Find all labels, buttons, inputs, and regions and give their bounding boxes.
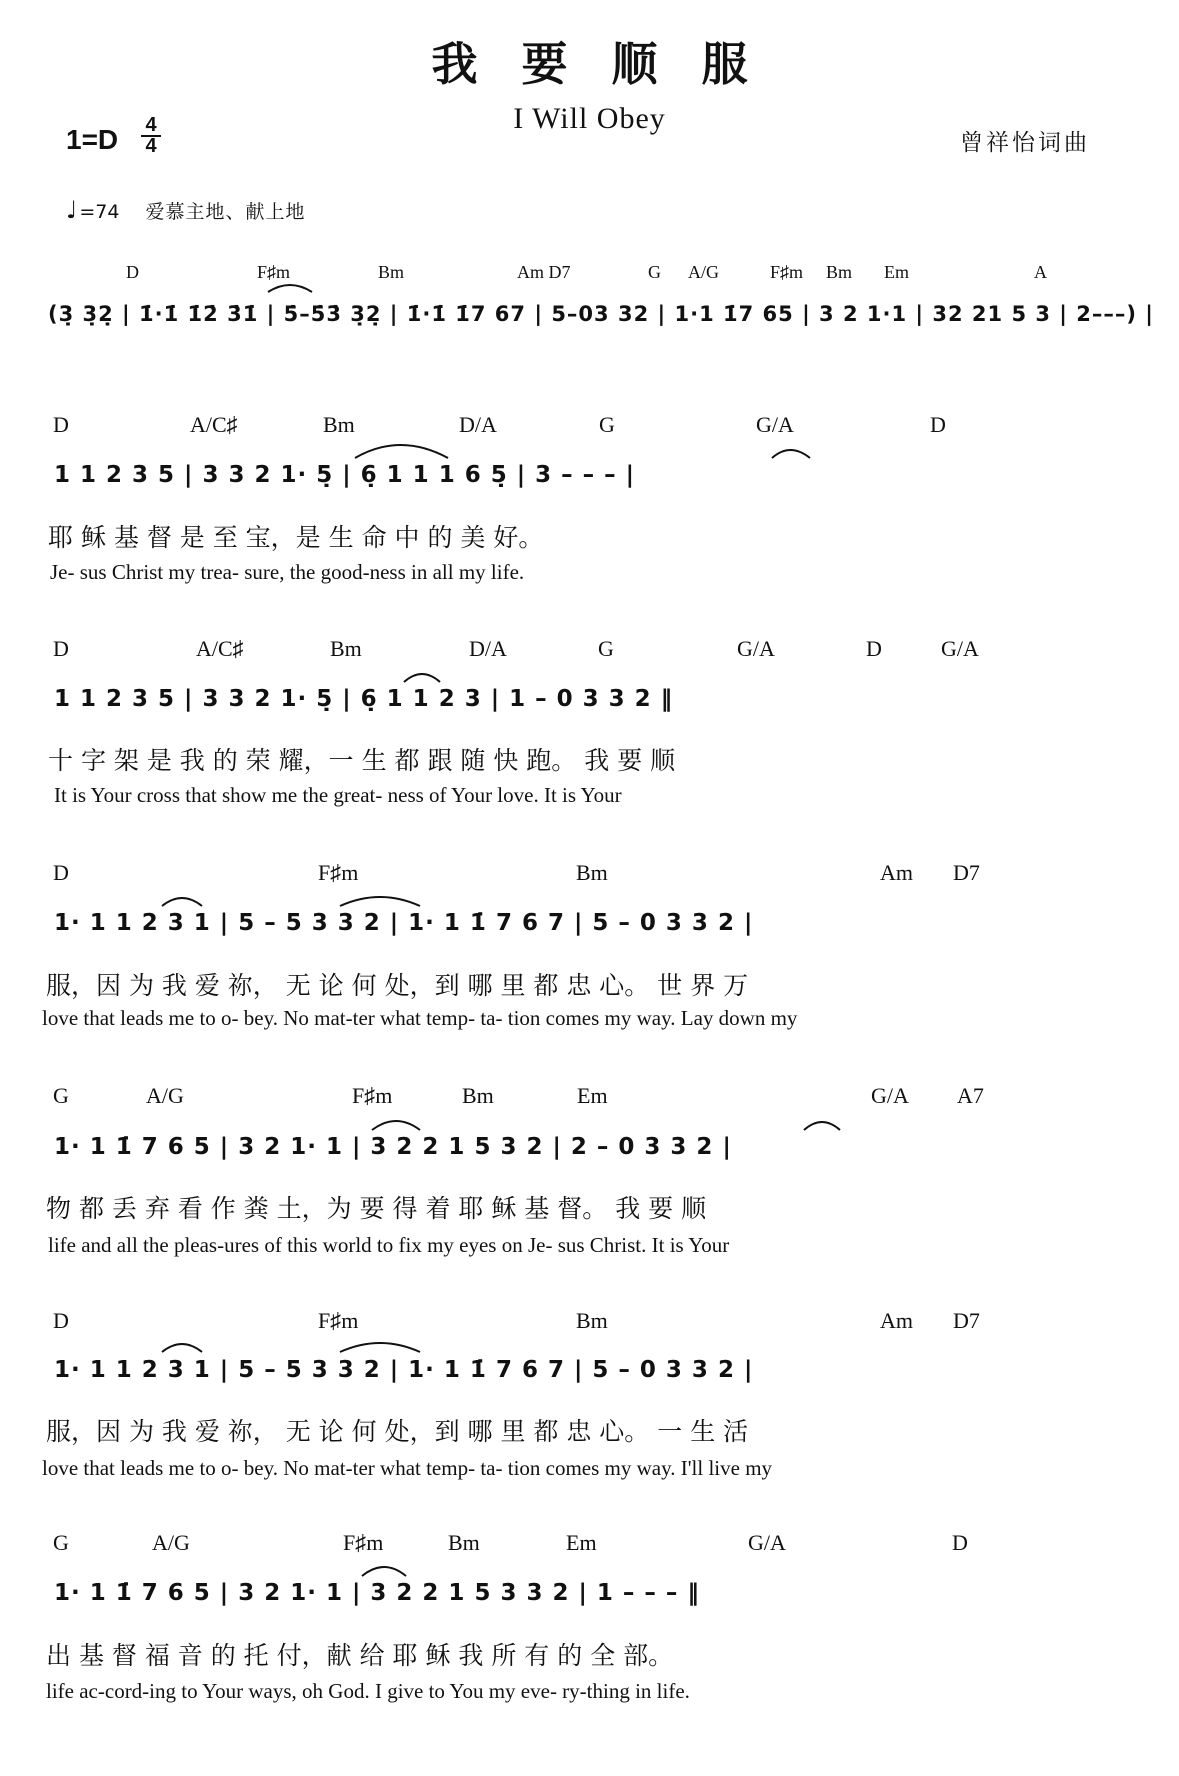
slur: [362, 1567, 406, 1576]
notation-line: 1· 1 1̇ 7 6 5 | 3 2 1· 1 | 3 2 2 1 5 3 2 | 2 – 0 3 3 2 |: [54, 1134, 732, 1160]
chord-label: F♯m: [352, 1083, 393, 1108]
chord-label: D: [53, 636, 69, 661]
time-signature-top: 4: [145, 114, 157, 136]
chord-label: D: [53, 860, 69, 885]
intro-chord: G: [648, 262, 661, 282]
intro-chord: A: [1034, 262, 1047, 282]
chord-label: Em: [566, 1530, 597, 1555]
intro-chord: A/G: [688, 262, 719, 282]
lyrics-chinese: 十 字 架 是 我 的 荣 耀，一 生 都 跟 随 快 跑。 我 要 顺: [48, 746, 676, 775]
intro-chord: F♯m: [770, 262, 804, 282]
lyrics-english: love that leads me to o- bey. No mat-ter what temp- ta- tion comes my way. I'll live my: [42, 1456, 773, 1480]
chord-label: A/C♯: [196, 636, 244, 661]
notation-line: 1 1 2 3 5 | 3 3 2 1· 5̣ | 6̣ 1 1 1 6 5̣ | 3 – – – |: [54, 462, 636, 488]
chord-label: G: [598, 636, 614, 661]
notation-line: 1 1 2 3 5 | 3 3 2 1· 5̣ | 6̣ 1 1 2 3 | 1 – 0 3 3 2 ‖: [54, 686, 674, 712]
chord-label: Bm: [330, 636, 362, 661]
intro-notation: (3̣ 3̣2̣ | 1̇·1̇ 1̇2̇ 3̇1̇ | 5̇–5̇3̇ 3̣2̣ | 1̇·1̇ 1̇7 67 | 5–03 32 | 1·1 1̇7 65 | 3 2 1·1 | 32 21 5 3 | 2–––) |: [48, 302, 1154, 326]
lyrics-english: life and all the pleas-ures of this world to fix my eyes on Je- sus Christ. It is Your: [48, 1233, 730, 1257]
chord-label: D/A: [459, 412, 497, 437]
slur: [268, 285, 312, 292]
intro-chord: D: [126, 262, 139, 282]
intro-chord: F♯m: [257, 262, 291, 282]
chord-label: G/A: [756, 412, 794, 437]
notation-line: 1· 1 1 2 3 1 | 5 – 5 3 3 2 | 1· 1 1̇ 7 6 7 | 5 – 0 3 3 2 |: [54, 1357, 754, 1383]
chord-label: A/G: [146, 1083, 184, 1108]
chord-label: D7: [953, 860, 980, 885]
chord-label: G/A: [748, 1530, 786, 1555]
intro-chord: Bm: [826, 262, 853, 282]
intro-chord: Bm: [378, 262, 405, 282]
slur: [404, 674, 440, 682]
chord-label: G: [599, 412, 615, 437]
lyrics-chinese: 物 都 丢 弃 看 作 粪 土，为 要 得 着 耶 稣 基 督。 我 要 顺: [46, 1194, 707, 1223]
chord-label: F♯m: [318, 1308, 359, 1333]
composer-credit: 曾祥怡词曲: [960, 130, 1090, 156]
chord-label: D7: [953, 1308, 980, 1333]
slur: [772, 450, 810, 458]
lyrics-english: life ac-cord-ing to Your ways, oh God. I give to You my eve- ry-thing in life.: [46, 1679, 690, 1703]
chord-label: Am: [880, 1308, 913, 1333]
chord-label: G: [53, 1083, 69, 1108]
chord-label: Bm: [462, 1083, 494, 1108]
chord-label: A/G: [152, 1530, 190, 1555]
chord-label: A/C♯: [190, 412, 238, 437]
chord-label: Bm: [576, 1308, 608, 1333]
intro-chord: Am D7: [517, 262, 571, 282]
notation-line: 1· 1 1̇ 7 6 5 | 3 2 1· 1 | 3 2 2 1 5 3 3 2 | 1 – – – ‖: [54, 1580, 700, 1606]
lyrics-english: It is Your cross that show me the great- ness of Your love. It is Your: [54, 783, 622, 807]
chord-label: Em: [577, 1083, 608, 1108]
slur: [340, 897, 420, 906]
chord-label: D: [53, 1308, 69, 1333]
intro-chord: Em: [884, 262, 909, 282]
chord-label: D: [952, 1530, 968, 1555]
time-signature-bottom: 4: [145, 135, 157, 157]
chord-label: D: [930, 412, 946, 437]
slur: [340, 1343, 420, 1352]
chord-label: Bm: [323, 412, 355, 437]
song-subtitle: I Will Obey: [513, 102, 666, 135]
lyrics-chinese: 耶 稣 基 督 是 至 宝，是 生 命 中 的 美 好。: [48, 523, 544, 552]
chord-label: F♯m: [343, 1530, 384, 1555]
slur: [162, 898, 202, 906]
notation-line: 1· 1 1 2 3 1 | 5 – 5 3 3 2 | 1· 1 1̇ 7 6 7 | 5 – 0 3 3 2 |: [54, 910, 754, 936]
quarter-note-icon: ♩: [66, 196, 78, 224]
slur: [372, 1121, 420, 1130]
tempo-value: =74: [79, 201, 120, 223]
chord-label: G/A: [871, 1083, 909, 1108]
lyrics-chinese: 服，因 为 我 爱 祢， 无 论 何 处，到 哪 里 都 忠 心。 世 界 万: [46, 971, 749, 1000]
lyrics-english: love that leads me to o- bey. No mat-ter what temp- ta- tion comes my way. Lay down my: [42, 1006, 798, 1030]
chord-label: G/A: [941, 636, 979, 661]
chord-label: D: [53, 412, 69, 437]
chord-label: D/A: [469, 636, 507, 661]
chord-label: Bm: [448, 1530, 480, 1555]
chord-label: G/A: [737, 636, 775, 661]
lyrics-chinese: 服，因 为 我 爱 祢， 无 论 何 处，到 哪 里 都 忠 心。 一 生 活: [46, 1417, 749, 1446]
lyrics-chinese: 出 基 督 福 音 的 托 付，献 给 耶 稣 我 所 有 的 全 部。: [46, 1641, 674, 1670]
song-title: 我要顺服: [431, 37, 792, 91]
expression-text: 爱慕主地、献上地: [145, 201, 306, 223]
chord-label: G: [53, 1530, 69, 1555]
chord-label: A7: [957, 1083, 984, 1108]
slur: [804, 1122, 840, 1130]
chord-label: Bm: [576, 860, 608, 885]
chord-label: D: [866, 636, 882, 661]
slur: [355, 445, 448, 458]
lyrics-english: Je- sus Christ my trea- sure, the good-ness in all my life.: [50, 560, 525, 584]
slur: [162, 1344, 202, 1352]
chord-label: F♯m: [318, 860, 359, 885]
chord-label: Am: [880, 860, 913, 885]
key-signature: 1=D: [66, 124, 119, 155]
